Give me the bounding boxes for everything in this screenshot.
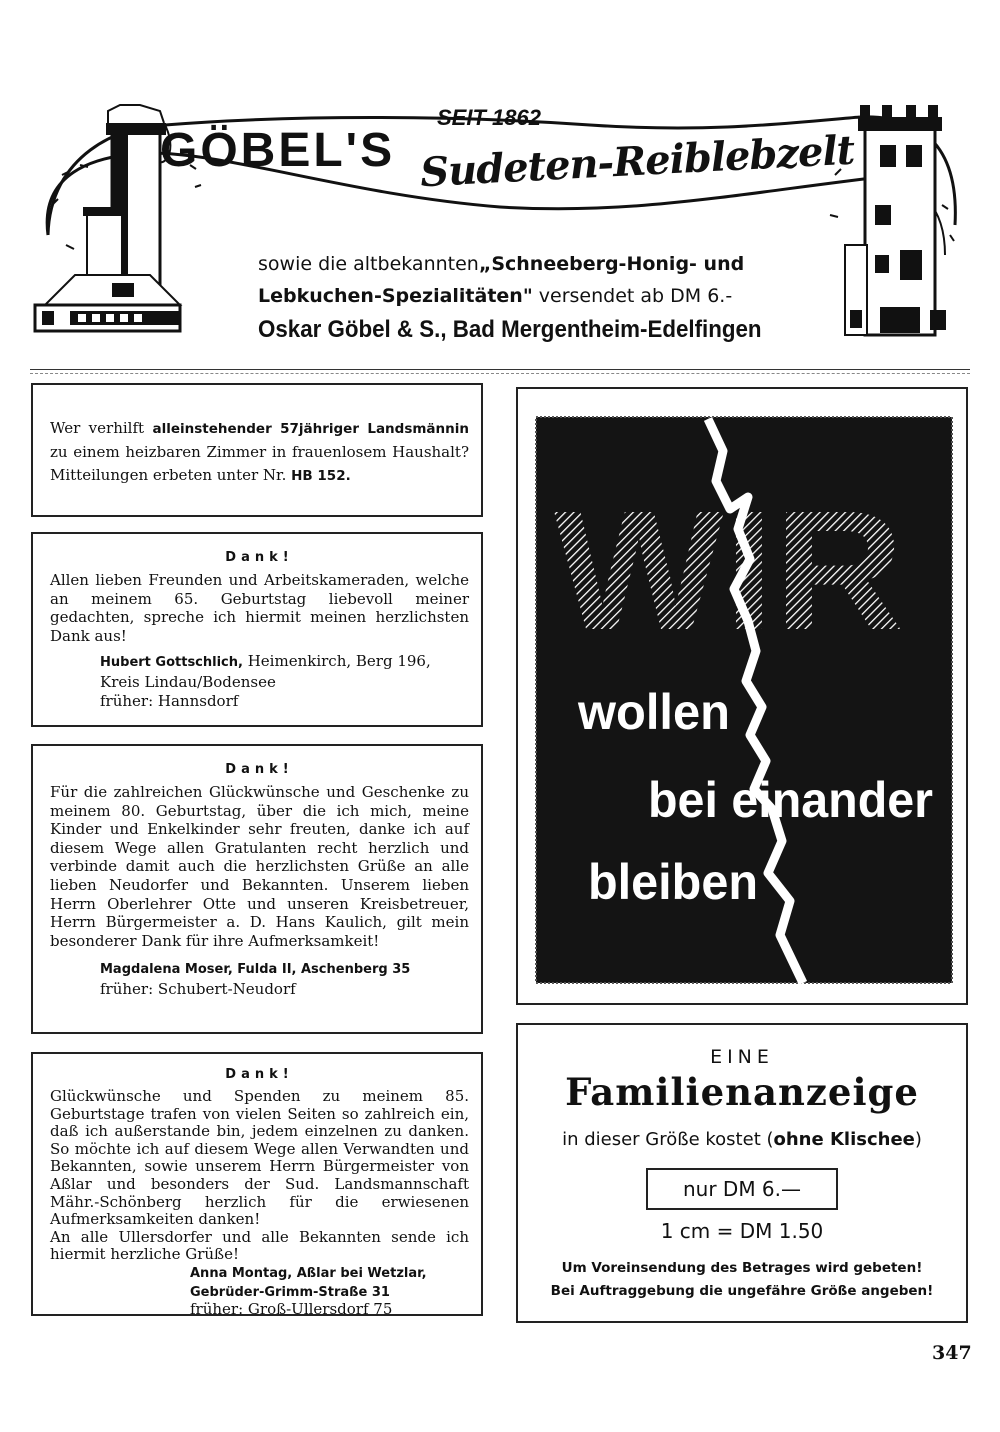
signature-name: Anna Montag, Aßlar bei Wetzlar, bbox=[190, 1265, 427, 1281]
since-label: SEIT 1862 bbox=[437, 105, 541, 130]
header-line-1 bbox=[258, 253, 744, 275]
room-text-bold: alleinstehender 57jähriger Landsmännin bbox=[152, 421, 470, 437]
poster-big-word: WIR bbox=[554, 476, 904, 666]
size-suffix: ) bbox=[914, 1129, 922, 1150]
room-wanted-ad bbox=[31, 383, 483, 517]
dank-heading: Dank! bbox=[225, 1067, 294, 1082]
header-line-1-text: sowie die altbekannten bbox=[258, 253, 479, 275]
right-tower-icon bbox=[845, 105, 946, 335]
signature-line-1 bbox=[190, 1264, 469, 1283]
size-bold: ohne Klischee bbox=[773, 1129, 915, 1150]
signature-line-1 bbox=[100, 959, 469, 980]
header-divider-thin bbox=[30, 373, 970, 374]
product-script-title: Sudeten-Reiblebzelt bbox=[419, 126, 856, 197]
header-line-2-text: versendet ab DM 6.- bbox=[532, 285, 733, 307]
header-line-2-bold: Lebkuchen-Spezialitäten" bbox=[258, 285, 533, 307]
dank-body-2: An alle Ullersdorfer und alle Bekannten sende ich hiermit herzliche Grüße! bbox=[50, 1227, 469, 1264]
signature-former-home: früher: Schubert-Neudorf bbox=[100, 979, 296, 998]
room-text-2: zu einem heizbaren Zimmer in frauenlosem Haushalt? Mitteilungen erbeten unter Nr. bbox=[50, 443, 469, 484]
family-ad-size-line bbox=[518, 1129, 966, 1150]
header-company-line: Oskar Göbel & S., Bad Mergentheim-Edelfingen bbox=[258, 316, 762, 343]
signature-name: Hubert Gottschlich, bbox=[100, 655, 243, 671]
family-ad-box bbox=[516, 1023, 968, 1323]
wir-poster bbox=[516, 387, 968, 1005]
dank-body: Für die zahlreichen Glückwünsche und Geschenke zu meinem 80. Geburtstag, über die ich mich, meine Kinder und Enkelkinder sehr freuten, danke ich auf diesem Wege allen Gratulanten recht herzlich und verbinde damit auch die herzlichsten Grüße an alle lieben Neudorfer und Bekannten. Unserem lieben Herrn Oberlehrer Otte und unseren Kreisbetreuer, Herrn Bürgermeister a. D. Hans Kaulich, gilt mein besonderer Dank für ihre Aufmerksamkeit! bbox=[50, 783, 469, 950]
room-text-1: Wer verhilft bbox=[50, 419, 153, 437]
family-ad-title: Familienanzeige bbox=[565, 1070, 919, 1114]
header-line-2 bbox=[258, 285, 732, 307]
family-ad-eine: EINE bbox=[710, 1046, 774, 1068]
header-divider bbox=[30, 369, 970, 370]
dank-signature bbox=[50, 959, 469, 998]
poster-line-2: bei einander bbox=[648, 772, 933, 828]
family-ad-note-1: Um Voreinsendung des Betrages wird gebeten! bbox=[561, 1260, 923, 1276]
family-ad-price-box: nur DM 6.— bbox=[646, 1168, 838, 1210]
signature-line-2: Kreis Lindau/Bodensee bbox=[100, 672, 276, 691]
dank-signature bbox=[50, 652, 469, 710]
brand-name: GÖBEL'S bbox=[160, 124, 396, 177]
dank-heading: Dank! bbox=[225, 762, 294, 777]
poster-artwork bbox=[518, 389, 966, 1003]
signature-former-home: früher: Groß-Ullersdorf 75 bbox=[190, 1300, 393, 1319]
header-line-1-bold: „Schneeberg-Honig- und bbox=[478, 253, 745, 275]
poster-line-3: bleiben bbox=[588, 854, 758, 910]
poster-line-1: wollen bbox=[577, 684, 730, 740]
dank-signature bbox=[50, 1264, 469, 1319]
signature-street: Gebrüder-Grimm-Straße 31 bbox=[190, 1284, 390, 1300]
room-ref-number: HB 152. bbox=[291, 468, 351, 484]
dank-body: Glückwünsche und Spenden zu meinem 85. Geburtstage trafen von vielen Seiten so zahlreich ein, daß ich außerstande bin, jedem einzelnen zu danken. So möchte ich auf diesem Wege allen Verwandten und Bekannten, sowie unserem Herrn Bürgermeister von Aßlar und besonders der Sud. Landsmannschaft Mähr.-Schönberg herzlich für die erwiesenen Aufmerksamkeiten danken! bbox=[50, 1087, 469, 1229]
signature-name: Magdalena Moser, Fulda II, Aschenberg 35 bbox=[100, 962, 411, 978]
family-ad-note-2: Bei Auftraggebung die ungefähre Größe angeben! bbox=[550, 1283, 934, 1299]
dank-body: Allen lieben Freunden und Arbeitskameraden, welche an meinem 65. Geburtstag liebevoll meiner gedachten, spreche ich hiermit meinen herzlichsten Dank aus! bbox=[50, 571, 469, 645]
dank-notice-1 bbox=[31, 532, 483, 727]
page-number: 347 bbox=[932, 1342, 972, 1364]
signature-line-2 bbox=[190, 1283, 469, 1302]
signature-address: Heimenkirch, Berg 196, bbox=[242, 652, 431, 671]
room-wanted-text bbox=[50, 417, 469, 488]
dank-heading: Dank! bbox=[225, 550, 294, 565]
size-prefix: in dieser Größe kostet ( bbox=[562, 1129, 774, 1150]
dank-notice-2 bbox=[31, 744, 483, 1034]
dank-notice-3 bbox=[31, 1052, 483, 1319]
signature-line-1 bbox=[100, 652, 469, 673]
family-ad-per-cm: 1 cm = DM 1.50 bbox=[660, 1219, 824, 1243]
signature-former-home: früher: Hannsdorf bbox=[100, 691, 239, 710]
